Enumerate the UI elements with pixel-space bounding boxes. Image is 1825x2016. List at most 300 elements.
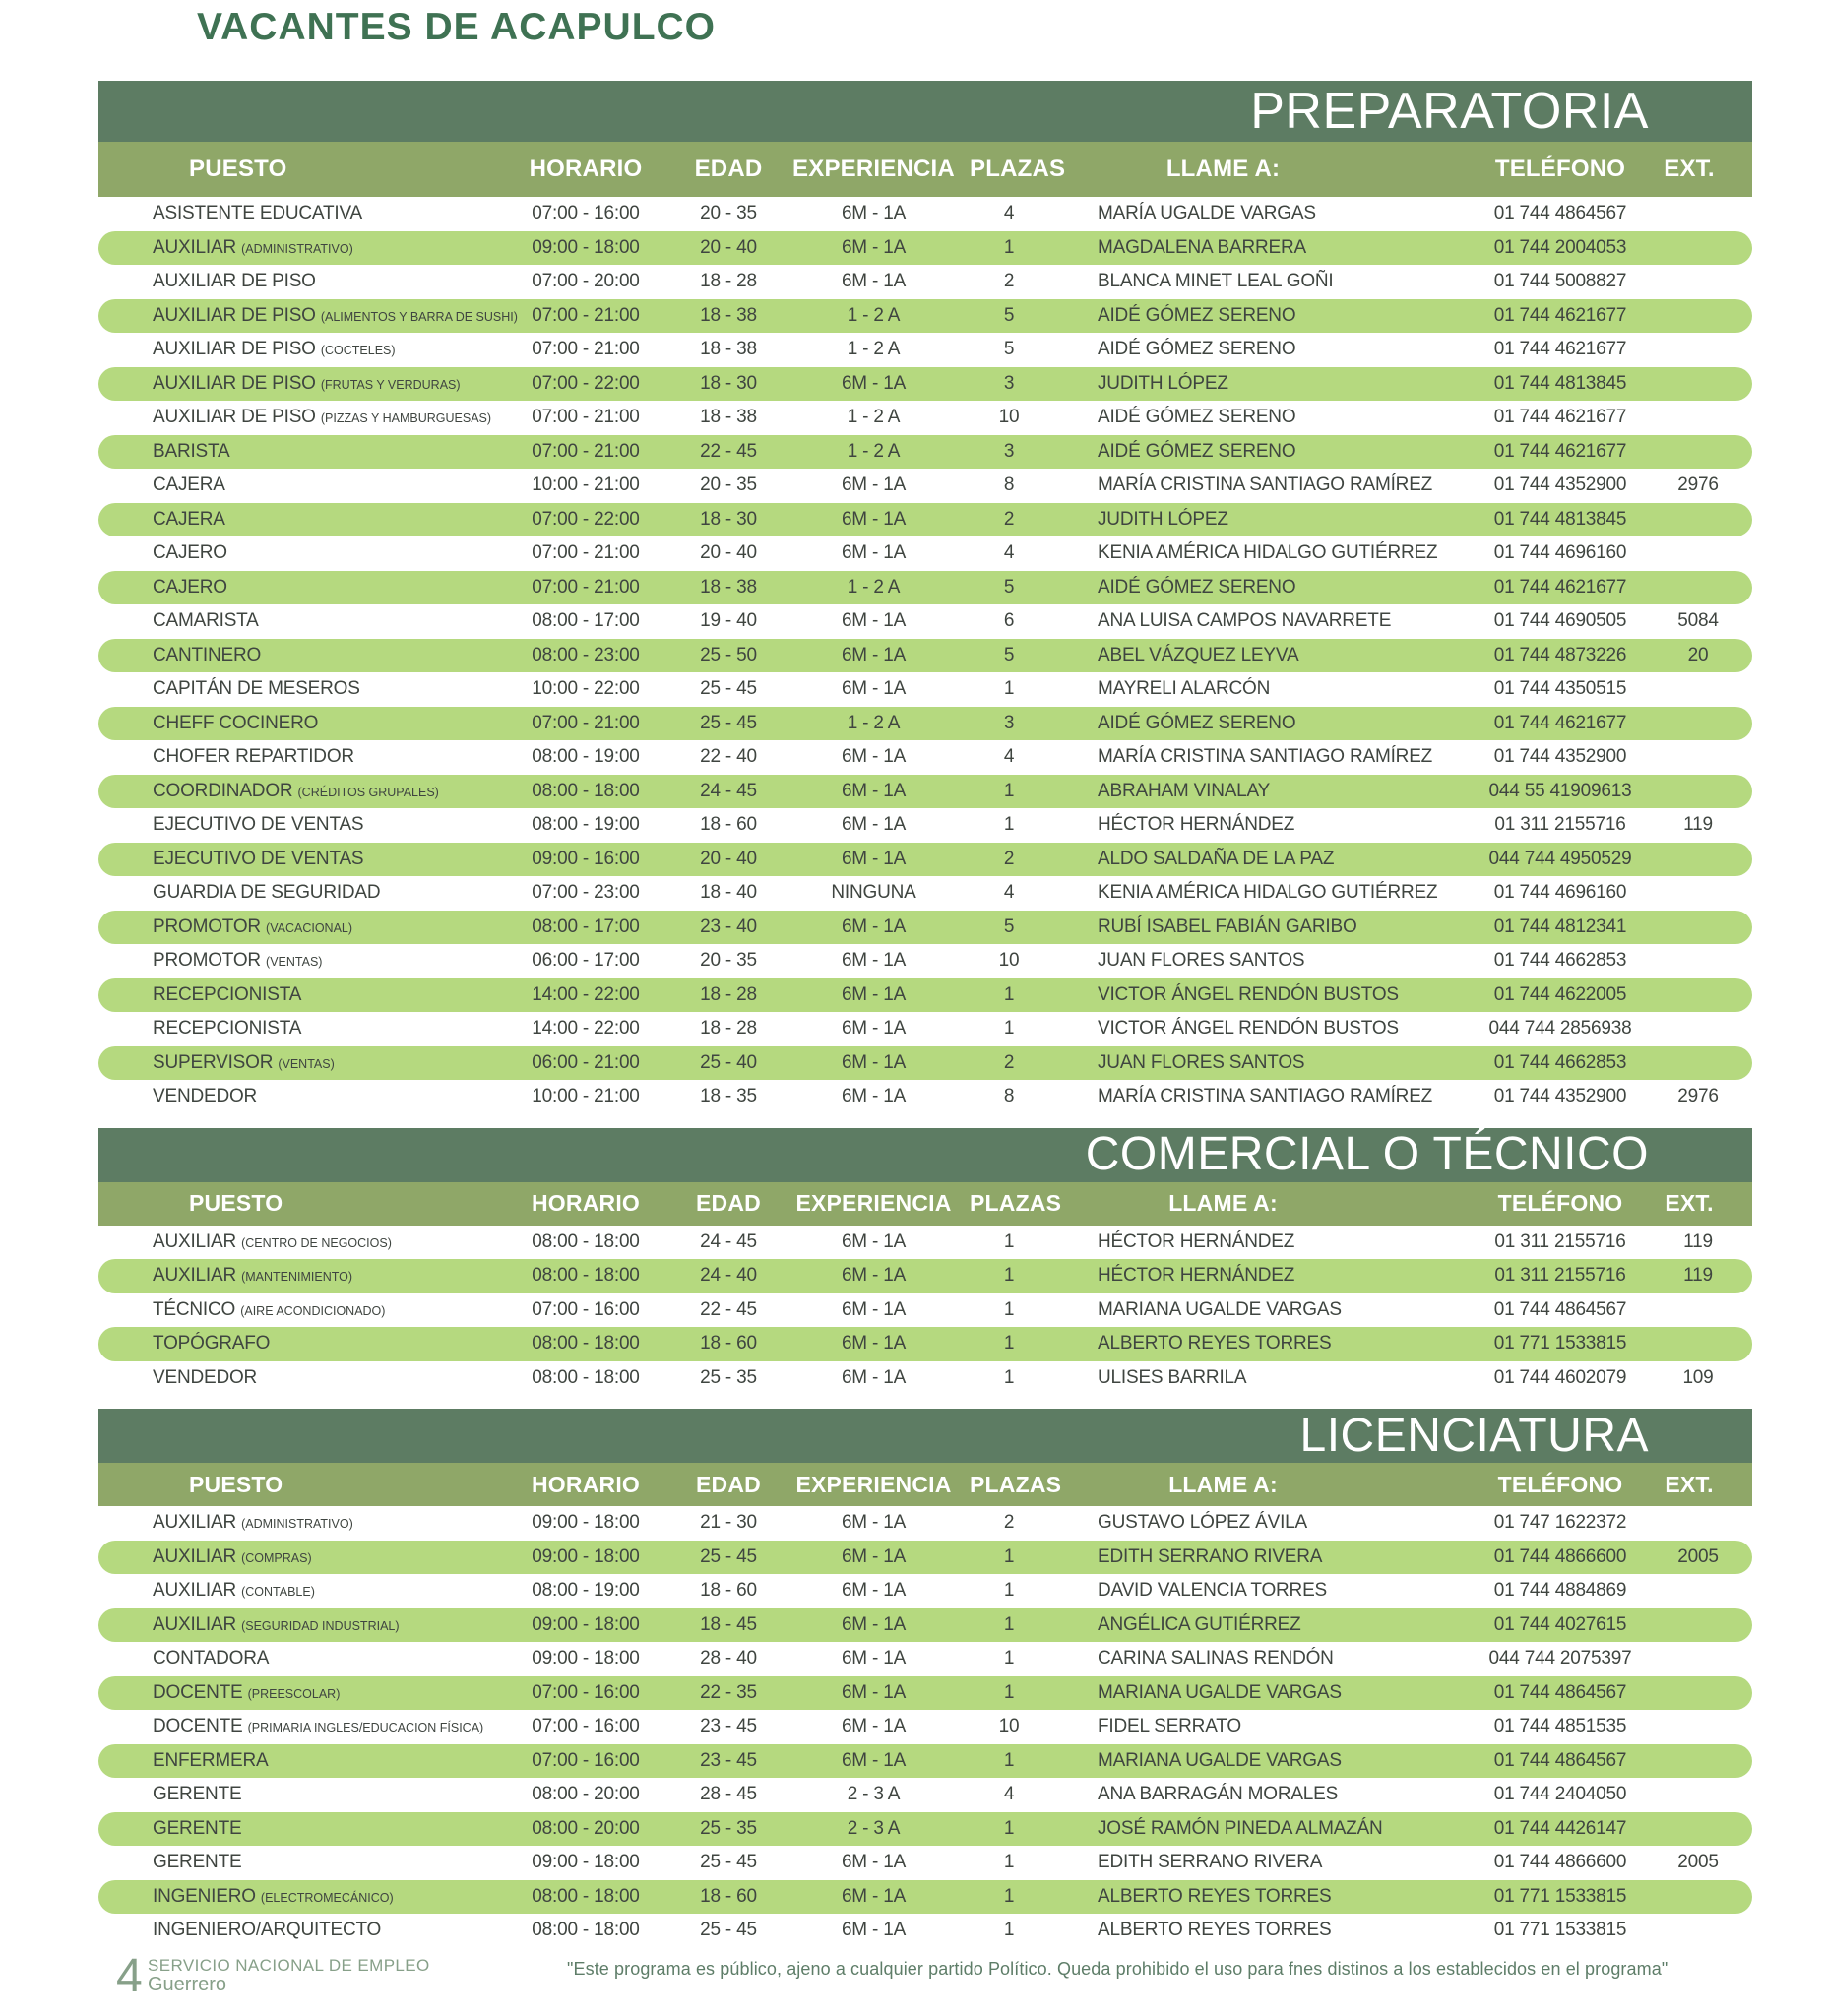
cell-telefono: 01 744 4873226 [1493, 644, 1627, 665]
cell-edad: 18 - 60 [700, 814, 757, 836]
cell-telefono: 01 744 4352900 [1493, 474, 1627, 496]
cell-plazas: 1 [1003, 1018, 1015, 1040]
cell-plazas: 1 [1003, 1580, 1015, 1602]
cell-puesto [98, 1886, 492, 1908]
cell-puesto [98, 1682, 492, 1704]
cell-plazas: 1 [1003, 1613, 1015, 1635]
cell-llame: VICTOR ÁNGEL RENDÓN BUSTOS [1098, 1018, 1399, 1040]
cell-edad: 20 - 40 [700, 236, 757, 258]
cell-experiencia: 6M - 1A [841, 474, 907, 496]
cell-llame: ALDO SALDAÑA DE LA PAZ [1098, 848, 1335, 869]
job-section [98, 1409, 1752, 1948]
cell-edad: 18 - 28 [700, 271, 757, 292]
table-row [98, 1846, 1752, 1880]
cell-plazas: 4 [1003, 542, 1015, 564]
cell-telefono: 01 744 4622005 [1493, 983, 1627, 1005]
cell-horario: 07:00 - 21:00 [532, 339, 640, 360]
table-row [98, 639, 1752, 673]
cell-plazas: 10 [998, 950, 1020, 972]
cell-llame: JUAN FLORES SANTOS [1098, 950, 1305, 972]
cell-plazas: 4 [1003, 882, 1015, 904]
cell-puesto [98, 474, 492, 496]
cell-plazas: 10 [998, 407, 1020, 428]
org-logo-text [148, 1957, 430, 1994]
cell-horario: 08:00 - 23:00 [532, 644, 640, 665]
cell-experiencia: 6M - 1A [841, 542, 907, 564]
column-header-row [98, 1182, 1752, 1226]
cell-puesto [98, 1580, 492, 1602]
cell-horario: 07:00 - 21:00 [532, 304, 640, 326]
cell-edad: 18 - 60 [700, 1885, 757, 1907]
cell-telefono: 01 744 4602079 [1493, 1366, 1627, 1388]
column-header-telefono: TELÉFONO [1497, 1190, 1623, 1216]
cell-edad: 20 - 35 [700, 203, 757, 224]
cell-puesto [98, 441, 492, 463]
cell-puesto-detail: (CONTABLE) [241, 1585, 315, 1600]
cell-plazas: 6 [1003, 610, 1015, 632]
cell-telefono: 01 744 4662853 [1493, 1051, 1627, 1073]
table-row [98, 1080, 1752, 1114]
cell-llame: MARIANA UGALDE VARGAS [1098, 1749, 1342, 1771]
cell-llame: MAYRELI ALARCÓN [1098, 678, 1271, 700]
section-rows [98, 1226, 1752, 1396]
cell-experiencia: 6M - 1A [841, 508, 907, 530]
cell-telefono: 01 744 4812341 [1493, 915, 1627, 937]
cell-llame: FIDEL SERRATO [1098, 1716, 1241, 1737]
cell-puesto-title: CAMARISTA [153, 610, 259, 632]
cell-llame: AIDÉ GÓMEZ SERENO [1098, 712, 1296, 733]
cell-experiencia: 2 - 3 A [847, 1784, 901, 1805]
column-header-horario: HORARIO [531, 1190, 640, 1216]
cell-plazas: 3 [1003, 372, 1015, 394]
cell-plazas: 2 [1003, 1512, 1015, 1534]
cell-llame: ANA BARRAGÁN MORALES [1098, 1784, 1339, 1805]
cell-experiencia: 6M - 1A [841, 372, 907, 394]
table-row [98, 401, 1752, 435]
column-header-telefono: TELÉFONO [1497, 1471, 1623, 1497]
cell-horario: 09:00 - 18:00 [532, 236, 640, 258]
table-row [98, 1293, 1752, 1328]
cell-edad: 18 - 28 [700, 1018, 757, 1040]
cell-puesto [98, 271, 492, 292]
cell-puesto-detail: (VENTAS) [266, 955, 323, 970]
table-row [98, 1880, 1752, 1915]
cell-llame: GUSTAVO LÓPEZ ÁVILA [1098, 1512, 1308, 1534]
cell-puesto-detail: (CRÉDITOS GRUPALES) [297, 785, 439, 799]
table-row [98, 1046, 1752, 1081]
cell-puesto-title: AUXILIAR DE PISO [153, 304, 316, 326]
cell-puesto-title: GUARDIA DE SEGURIDAD [153, 882, 381, 904]
cell-puesto [98, 746, 492, 768]
cell-edad: 20 - 35 [700, 474, 757, 496]
cell-horario: 07:00 - 23:00 [532, 882, 640, 904]
cell-puesto [98, 1852, 492, 1873]
cell-telefono: 01 744 4027615 [1493, 1613, 1627, 1635]
cell-edad: 18 - 60 [700, 1333, 757, 1354]
cell-puesto [98, 509, 492, 531]
cell-edad: 22 - 45 [700, 440, 757, 462]
table-row [98, 1778, 1752, 1812]
cell-horario: 09:00 - 18:00 [532, 1613, 640, 1635]
cell-puesto [98, 542, 492, 564]
cell-horario: 10:00 - 21:00 [532, 1086, 640, 1107]
column-header-llame: LLAME A: [1168, 1190, 1278, 1216]
cell-horario: 08:00 - 19:00 [532, 746, 640, 768]
cell-edad: 18 - 40 [700, 882, 757, 904]
cell-edad: 18 - 35 [700, 1086, 757, 1107]
cell-edad: 19 - 40 [700, 610, 757, 632]
cell-puesto [98, 781, 492, 802]
cell-puesto-title: INGENIERO [153, 1885, 256, 1907]
cell-experiencia: 6M - 1A [841, 780, 907, 801]
cell-horario: 06:00 - 21:00 [532, 1051, 640, 1073]
cell-puesto-title: CANTINERO [153, 644, 262, 665]
cell-puesto-title: ASISTENTE EDUCATIVA [153, 203, 362, 224]
table-row [98, 435, 1752, 470]
cell-edad: 18 - 38 [700, 576, 757, 598]
cell-edad: 22 - 45 [700, 1298, 757, 1320]
cell-puesto-title: VENDEDOR [153, 1086, 258, 1107]
cell-plazas: 3 [1003, 712, 1015, 733]
cell-puesto [98, 373, 492, 395]
cell-llame: ANA LUISA CAMPOS NAVARRETE [1098, 610, 1392, 632]
cell-plazas: 1 [1003, 1749, 1015, 1771]
org-state: Guerrero [148, 1974, 227, 1995]
column-header-horario: HORARIO [531, 1471, 640, 1497]
cell-experiencia: 6M - 1A [841, 236, 907, 258]
cell-puesto-detail: (MANTENIMIENTO) [241, 1270, 353, 1285]
cell-horario: 08:00 - 20:00 [532, 1817, 640, 1839]
cell-edad: 24 - 40 [700, 1265, 757, 1287]
cell-telefono: 01 744 4864567 [1493, 1298, 1627, 1320]
cell-llame: JOSÉ RAMÓN PINEDA ALMAZÁN [1098, 1817, 1383, 1839]
cell-experiencia: 6M - 1A [841, 678, 907, 700]
cell-llame: HÉCTOR HERNÁNDEZ [1098, 1265, 1295, 1287]
cell-experiencia: 6M - 1A [841, 610, 907, 632]
cell-edad: 23 - 45 [700, 1749, 757, 1771]
cell-telefono: 01 744 2404050 [1493, 1784, 1627, 1805]
cell-experiencia: 6M - 1A [841, 271, 907, 292]
cell-experiencia: 1 - 2 A [847, 407, 901, 428]
cell-edad: 28 - 40 [700, 1648, 757, 1670]
cell-telefono: 01 744 4621677 [1493, 576, 1627, 598]
cell-puesto-detail: (ADMINISTRATIVO) [241, 1517, 353, 1532]
cell-edad: 22 - 35 [700, 1681, 757, 1703]
cell-puesto [98, 882, 492, 904]
column-header-plazas: PLAZAS [970, 156, 1066, 182]
cell-experiencia: 1 - 2 A [847, 440, 901, 462]
cell-horario: 09:00 - 16:00 [532, 848, 640, 869]
column-header-puesto: PUESTO [189, 1190, 283, 1216]
cell-horario: 07:00 - 16:00 [532, 1716, 640, 1737]
cell-puesto-detail: (PIZZAS Y HAMBURGUESAS) [320, 411, 492, 426]
cell-puesto-title: CAPITÁN DE MESEROS [153, 678, 360, 700]
cell-puesto [98, 1818, 492, 1840]
cell-experiencia: 6M - 1A [841, 1648, 907, 1670]
cell-telefono: 01 744 4352900 [1493, 746, 1627, 768]
cell-llame: KENIA AMÉRICA HIDALGO GUTIÉRREZ [1098, 882, 1438, 904]
cell-telefono: 01 744 2004053 [1493, 236, 1627, 258]
cell-llame: DAVID VALENCIA TORRES [1098, 1580, 1328, 1602]
cell-llame: ULISES BARRILA [1098, 1366, 1247, 1388]
cell-plazas: 1 [1003, 1230, 1015, 1252]
cell-plazas: 5 [1003, 576, 1015, 598]
cell-llame: ABEL VÁZQUEZ LEYVA [1098, 644, 1299, 665]
cell-plazas: 1 [1003, 1265, 1015, 1287]
cell-plazas: 1 [1003, 1333, 1015, 1354]
table-row [98, 1327, 1752, 1361]
cell-edad: 18 - 30 [700, 508, 757, 530]
sections-container [98, 81, 1752, 1948]
cell-puesto-title: AUXILIAR [153, 1230, 236, 1252]
cell-edad: 25 - 35 [700, 1366, 757, 1388]
cell-experiencia: 1 - 2 A [847, 339, 901, 360]
cell-edad: 25 - 45 [700, 1545, 757, 1567]
cell-telefono: 01 744 4866600 [1493, 1852, 1627, 1873]
cell-plazas: 1 [1003, 1298, 1015, 1320]
cell-llame: ALBERTO REYES TORRES [1098, 1920, 1332, 1941]
section-banner [98, 1409, 1752, 1463]
cell-puesto [98, 1018, 492, 1040]
cell-llame: EDITH SERRANO RIVERA [1098, 1852, 1323, 1873]
cell-experiencia: 6M - 1A [841, 814, 907, 836]
table-row [98, 740, 1752, 775]
cell-experiencia: 6M - 1A [841, 203, 907, 224]
table-row [98, 571, 1752, 605]
cell-horario: 08:00 - 17:00 [532, 915, 640, 937]
cell-experiencia: 1 - 2 A [847, 304, 901, 326]
cell-llame: EDITH SERRANO RIVERA [1098, 1545, 1323, 1567]
cell-experiencia: 6M - 1A [841, 1885, 907, 1907]
cell-edad: 18 - 45 [700, 1613, 757, 1635]
cell-llame: ANGÉLICA GUTIÉRREZ [1098, 1613, 1301, 1635]
column-header-plazas: PLAZAS [970, 1190, 1062, 1216]
column-header-telefono: TELÉFONO [1494, 156, 1626, 182]
cell-ext: 2976 [1677, 474, 1719, 496]
cell-puesto-title: SUPERVISOR [153, 1051, 274, 1073]
cell-plazas: 1 [1003, 678, 1015, 700]
cell-puesto-title: AUXILIAR [153, 1512, 236, 1534]
cell-plazas: 1 [1003, 1885, 1015, 1907]
cell-puesto-title: PROMOTOR [153, 950, 261, 972]
cell-puesto-title: BARISTA [153, 440, 230, 462]
cell-experiencia: 6M - 1A [841, 915, 907, 937]
cell-puesto-title: DOCENTE [153, 1681, 243, 1703]
cell-edad: 23 - 45 [700, 1716, 757, 1737]
section-title: COMERCIAL O TÉCNICO [1085, 1128, 1649, 1180]
section-rows [98, 1506, 1752, 1948]
cell-puesto [98, 577, 492, 598]
cell-telefono: 044 744 4950529 [1488, 848, 1632, 869]
table-row [98, 197, 1752, 231]
cell-edad: 18 - 60 [700, 1580, 757, 1602]
program-disclaimer: "Este programa es público, ajeno a cualquier partido Político. Queda prohibido el uso para fnes distinos a los establecidos en el programa" [567, 1959, 1668, 1979]
cell-plazas: 10 [998, 1716, 1020, 1737]
cell-experiencia: 6M - 1A [841, 746, 907, 768]
cell-horario: 09:00 - 18:00 [532, 1852, 640, 1873]
cell-plazas: 1 [1003, 236, 1015, 258]
column-header-edad: EDAD [696, 1471, 761, 1497]
cell-puesto-detail: (AIRE ACONDICIONADO) [240, 1303, 386, 1318]
cell-plazas: 1 [1003, 780, 1015, 801]
cell-puesto-detail: (CENTRO DE NEGOCIOS) [241, 1235, 392, 1250]
cell-puesto [98, 1546, 492, 1568]
column-header-edad: EDAD [694, 156, 763, 182]
cell-telefono: 01 744 4813845 [1493, 508, 1627, 530]
table-row [98, 1710, 1752, 1744]
cell-puesto-title: AUXILIAR [153, 1265, 236, 1287]
table-row [98, 1259, 1752, 1293]
cell-telefono: 01 744 4864567 [1493, 203, 1627, 224]
cell-puesto-detail: (PRIMARIA INGLES/EDUCACION FÍSICA) [247, 1721, 484, 1735]
cell-puesto [98, 407, 492, 428]
cell-puesto-detail: (ALIMENTOS Y BARRA DE SUSHI) [320, 309, 518, 324]
cell-telefono: 01 744 4690505 [1493, 610, 1627, 632]
table-row [98, 1676, 1752, 1711]
cell-horario: 08:00 - 18:00 [532, 1333, 640, 1354]
cell-experiencia: 6M - 1A [841, 983, 907, 1005]
cell-telefono: 01 744 4864567 [1493, 1749, 1627, 1771]
cell-ext: 109 [1682, 1366, 1714, 1388]
cell-puesto-title: AUXILIAR DE PISO [153, 372, 316, 394]
section-banner [98, 81, 1752, 142]
cell-llame: MAGDALENA BARRERA [1098, 236, 1306, 258]
cell-ext: 2005 [1677, 1545, 1719, 1567]
cell-puesto [98, 610, 492, 632]
cell-horario: 07:00 - 21:00 [532, 576, 640, 598]
cell-plazas: 1 [1003, 1681, 1015, 1703]
cell-llame: CARINA SALINAS RENDÓN [1098, 1648, 1334, 1670]
cell-plazas: 4 [1003, 1784, 1015, 1805]
cell-puesto-title: RECEPCIONISTA [153, 1018, 302, 1040]
table-row [98, 808, 1752, 843]
cell-horario: 08:00 - 18:00 [532, 1230, 640, 1252]
cell-telefono: 01 744 5008827 [1493, 271, 1627, 292]
column-header-experiencia: EXPERIENCIA [795, 1471, 952, 1497]
cell-llame: MARÍA UGALDE VARGAS [1098, 203, 1316, 224]
cell-puesto-detail: (VENTAS) [278, 1056, 335, 1071]
cell-puesto-title: GERENTE [153, 1852, 242, 1873]
cell-ext: 2005 [1677, 1852, 1719, 1873]
cell-puesto [98, 814, 492, 836]
table-row [98, 503, 1752, 537]
cell-horario: 10:00 - 21:00 [532, 474, 640, 496]
cell-telefono: 044 744 2075397 [1488, 1648, 1632, 1670]
cell-llame: RUBÍ ISABEL FABIÁN GARIBO [1098, 915, 1357, 937]
table-row [98, 1541, 1752, 1575]
cell-telefono: 01 771 1533815 [1493, 1885, 1627, 1907]
cell-llame: ALBERTO REYES TORRES [1098, 1333, 1332, 1354]
cell-experiencia: 6M - 1A [841, 1018, 907, 1040]
cell-puesto [98, 1333, 492, 1354]
cell-ext: 119 [1683, 1265, 1713, 1287]
table-row [98, 707, 1752, 741]
cell-experiencia: 6M - 1A [841, 950, 907, 972]
cell-experiencia: 6M - 1A [841, 1230, 907, 1252]
column-header-edad: EDAD [696, 1190, 761, 1216]
cell-telefono: 01 744 4884869 [1493, 1580, 1627, 1602]
cell-experiencia: 6M - 1A [841, 1051, 907, 1073]
cell-puesto [98, 1052, 492, 1074]
table-row [98, 876, 1752, 911]
cell-experiencia: 6M - 1A [841, 1852, 907, 1873]
cell-telefono: 044 55 41909613 [1488, 780, 1632, 801]
cell-edad: 22 - 40 [700, 746, 757, 768]
cell-puesto-title: GERENTE [153, 1784, 242, 1805]
table-row [98, 672, 1752, 707]
cell-edad: 25 - 45 [700, 1852, 757, 1873]
cell-plazas: 5 [1003, 915, 1015, 937]
cell-plazas: 1 [1003, 1817, 1015, 1839]
cell-telefono: 01 744 4866600 [1493, 1545, 1627, 1567]
cell-experiencia: 6M - 1A [841, 1580, 907, 1602]
column-header-plazas: PLAZAS [970, 1471, 1062, 1497]
cell-horario: 08:00 - 19:00 [532, 814, 640, 836]
cell-horario: 09:00 - 18:00 [532, 1512, 640, 1534]
cell-puesto [98, 678, 492, 700]
cell-edad: 24 - 45 [700, 1230, 757, 1252]
cell-edad: 24 - 45 [700, 780, 757, 801]
table-row [98, 775, 1752, 809]
cell-plazas: 8 [1003, 474, 1015, 496]
cell-puesto-title: VENDEDOR [153, 1366, 258, 1388]
cell-puesto [98, 203, 492, 224]
cell-edad: 20 - 40 [700, 542, 757, 564]
table-row [98, 1012, 1752, 1046]
cell-horario: 07:00 - 20:00 [532, 271, 640, 292]
cell-horario: 07:00 - 16:00 [532, 1749, 640, 1771]
cell-llame: JUDITH LÓPEZ [1098, 508, 1228, 530]
cell-plazas: 1 [1003, 1852, 1015, 1873]
cell-ext: 119 [1683, 1230, 1713, 1252]
cell-edad: 23 - 40 [700, 915, 757, 937]
cell-puesto [98, 1299, 492, 1321]
cell-plazas: 3 [1003, 440, 1015, 462]
table-row [98, 1812, 1752, 1847]
cell-horario: 07:00 - 16:00 [532, 1681, 640, 1703]
cell-horario: 09:00 - 18:00 [532, 1648, 640, 1670]
table-row [98, 367, 1752, 402]
cell-ext: 2976 [1677, 1086, 1719, 1107]
cell-puesto-title: AUXILIAR DE PISO [153, 407, 316, 428]
table-row [98, 1226, 1752, 1260]
cell-experiencia: 6M - 1A [841, 1086, 907, 1107]
cell-telefono: 01 744 4350515 [1493, 678, 1627, 700]
column-header-experiencia: EXPERIENCIA [792, 156, 955, 182]
cell-plazas: 1 [1003, 1366, 1015, 1388]
table-row [98, 1914, 1752, 1948]
cell-puesto-title: CAJERA [153, 474, 225, 496]
cell-telefono: 01 771 1533815 [1493, 1333, 1627, 1354]
section-title: LICENCIATURA [1299, 1409, 1649, 1462]
cell-puesto-title: EJECUTIVO DE VENTAS [153, 814, 364, 836]
cell-horario: 14:00 - 22:00 [532, 1018, 640, 1040]
cell-horario: 08:00 - 18:00 [532, 1366, 640, 1388]
cell-experiencia: 6M - 1A [841, 1716, 907, 1737]
cell-edad: 25 - 40 [700, 1051, 757, 1073]
cell-puesto-title: AUXILIAR [153, 1613, 236, 1635]
cell-plazas: 4 [1003, 746, 1015, 768]
cell-puesto [98, 1086, 492, 1107]
cell-llame: AIDÉ GÓMEZ SERENO [1098, 304, 1296, 326]
cell-experiencia: 1 - 2 A [847, 712, 901, 733]
cell-horario: 08:00 - 18:00 [532, 1920, 640, 1941]
cell-edad: 21 - 30 [700, 1512, 757, 1534]
cell-puesto-title: DOCENTE [153, 1716, 243, 1737]
cell-plazas: 4 [1003, 203, 1015, 224]
cell-puesto-detail: (COMPRAS) [241, 1550, 312, 1565]
column-header-llame: LLAME A: [1168, 1471, 1278, 1497]
